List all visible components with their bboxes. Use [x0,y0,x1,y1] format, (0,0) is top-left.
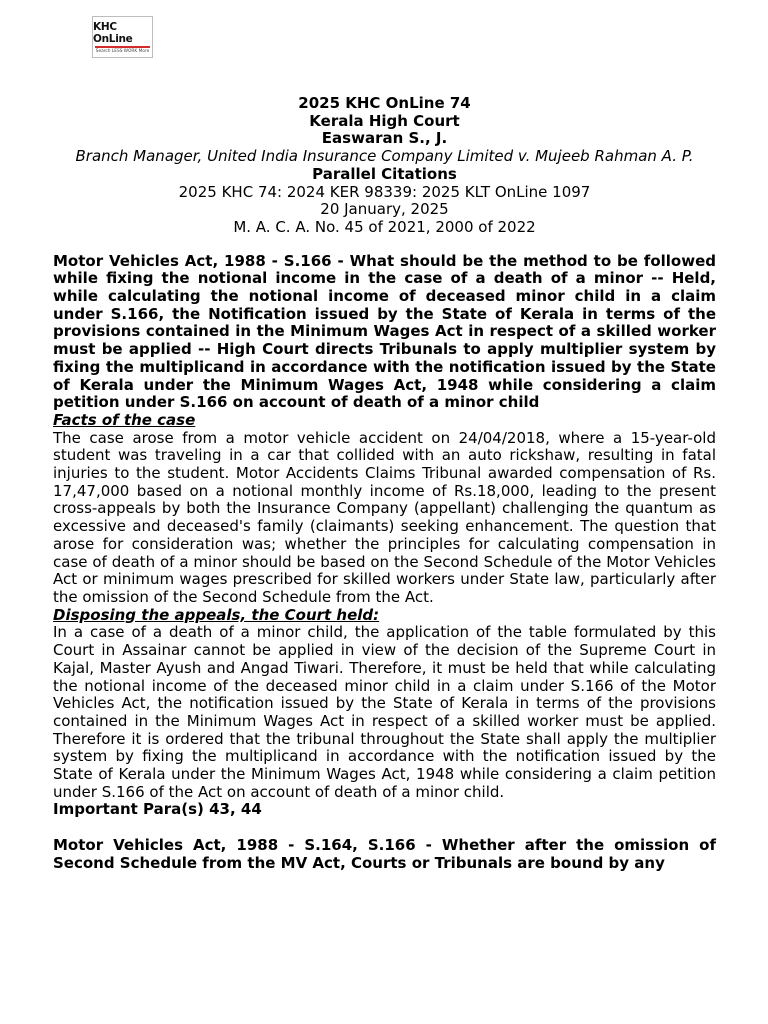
judgment-page [53,95,716,872]
facts-text: The case arose from a motor vehicle accident on 24/04/2018, where a 15-year-old student was traveling in a car that collided with an auto rickshaw, resulting in fatal injuries to the student. Motor Accidents Claims Tribunal awarded compensation of Rs. 17,47,000 based on a notional monthly income of Rs.18,000, leading to the present cross-appeals by both the Insurance Company (appellant) challenging the quantum as excessive and deceased's family (claimants) seeking enhancement. The question that arose for consideration was; whether the principles for calculating compensation in case of death of a minor should be based on the Second Schedule of the Motor Vehicles Act or minimum wages prescribed for skilled workers under State law, particularly after the omission of the Second Schedule from the Act. [53,428,716,606]
logo-title: KHC OnLine [93,20,133,45]
judgment-date: 20 January, 2025 [320,200,449,219]
parallel-citations-label: Parallel Citations [312,164,457,183]
khc-online-logo [92,16,153,58]
headnote-1: Motor Vehicles Act, 1988 - S.166 - What should be the method to be followed while fixing the notional income in the case of a death of a minor -- Held, while calculating the notional income of deceased minor child in a claim under S.166, the Notification issued by the State of Kerala in terms of the provisions contained in the Minimum Wages Act in respect of a skilled worker must be applied -- High Court directs Tribunals to apply multiplier system by fixing the multiplicand in accordance with the notification issued by the State of Kerala under the Minimum Wages Act, 1948 while considering a claim petition under S.166 on account of death of a minor child [53,251,716,412]
held-heading: Disposing the appeals, the Court held: [53,605,380,624]
citation: 2025 KHC OnLine 74 [298,94,471,112]
case-parties: Branch Manager, United India Insurance Company Limited v. Mujeeb Rahman A. P. [75,147,694,166]
judge-name: Easwaran S., J. [321,129,448,148]
parallel-citations: 2025 KHC 74: 2024 KER 98339: 2025 KLT OnLine 1097 [178,182,591,201]
held-text: In a case of a death of a minor child, the application of the table formulated by this Court in Assainar cannot be applied in view of the decision of the Supreme Court in Kajal, Master Ayush and Angad Tiwari. Therefore, it must be held that while calculating the notional income of the deceased minor child in a claim under S.166 of the Motor Vehicles Act, the notification issued by the State of Kerala in terms of the provisions contained in the Minimum Wages Act in respect of a skilled worker must be applied. Therefore it is ordered that the tribunal throughout the State shall apply the multiplier system by fixing the multiplicand in accordance with the notification issued by the State of Kerala under the Minimum Wages Act, 1948 while considering a claim petition under S.166 of the Act on account of death of a minor child. [53,623,716,801]
court-name: Kerala High Court [309,111,460,130]
case-number: M. A. C. A. No. 45 of 2021, 2000 of 2022 [233,217,536,236]
logo-tagline: Search LESS WORK More [95,48,150,54]
facts-heading: Facts of the case [53,410,196,429]
important-paras: Important Para(s) 43, 44 [53,800,262,819]
logo-underline [95,46,150,48]
headnote-2: Motor Vehicles Act, 1988 - S.164, S.166 - Whether after the omission of Second Schedule from the MV Act, Courts or Tribunals are bound by any [53,835,716,872]
